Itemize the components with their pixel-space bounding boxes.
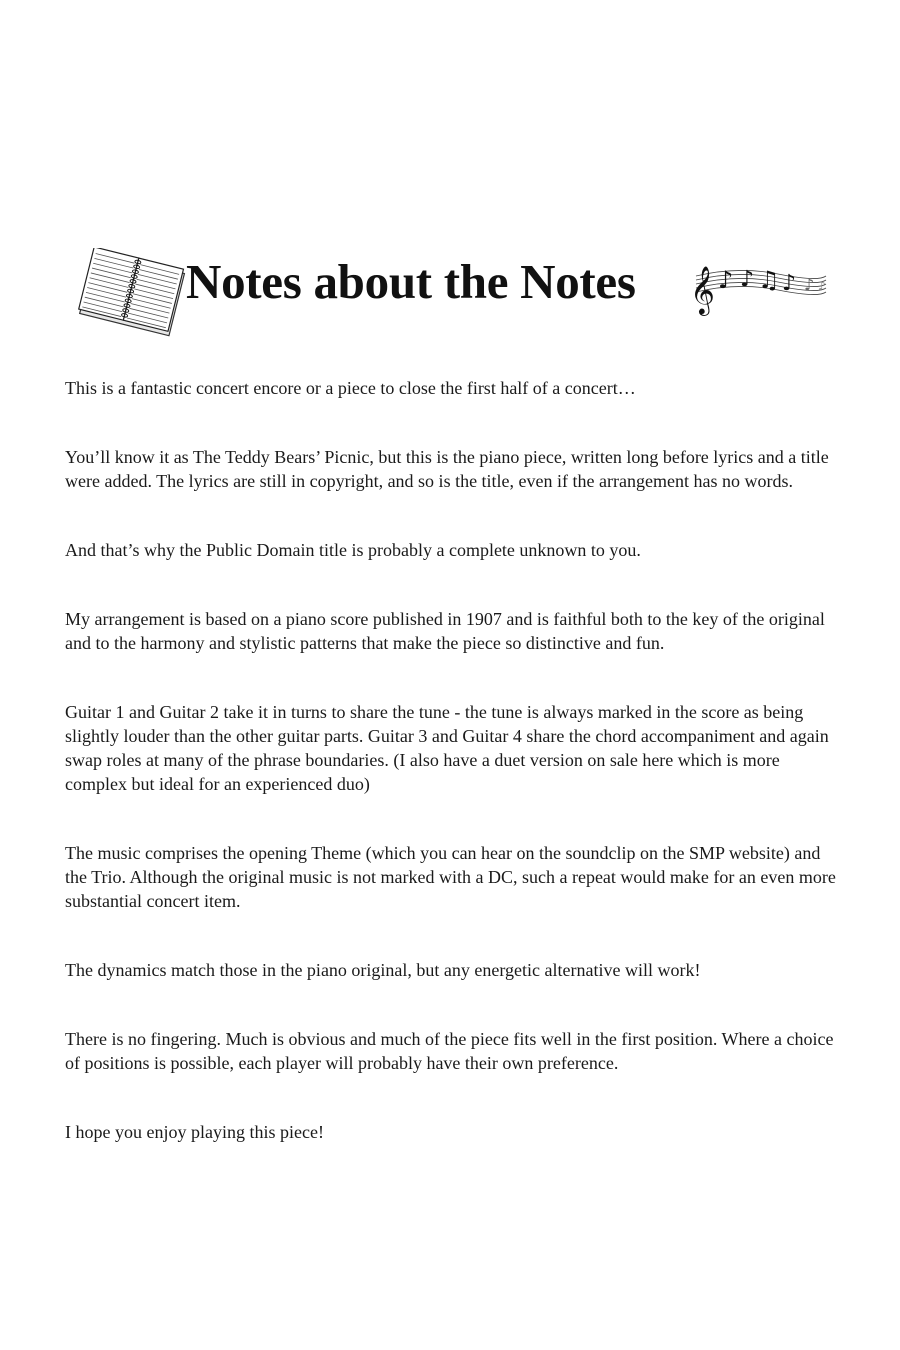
paragraph: This is a fantastic concert encore or a piece to close the first half of a concert… <box>65 378 636 398</box>
page-title: Notes about the Notes <box>186 254 636 309</box>
svg-text:♪: ♪ <box>740 267 755 292</box>
paragraph: My arrangement is based on a piano score published in 1907 and is faithful both to the key of the original and to the harmony and stylistic patterns that make the piece so distinctive and fun. <box>65 609 825 653</box>
notebook-icon <box>78 248 190 340</box>
paragraph: You’ll know it as The Teddy Bears’ Picnic, but this is the piano piece, written long before lyrics and a title were added. The lyrics are still in copyright, and so is the title, even if the arrangement has no words. <box>65 447 829 491</box>
svg-text:♪: ♪ <box>782 271 797 296</box>
notes-body <box>65 376 845 1189</box>
paragraph: The dynamics match those in the piano original, but any energetic alternative will work! <box>65 960 701 980</box>
svg-text:𝄞: 𝄞 <box>690 265 715 314</box>
music-notes-staff-icon <box>688 252 828 316</box>
paragraph: Guitar 1 and Guitar 2 take it in turns to share the tune - the tune is always marked in the score as being slightly louder than the other guitar parts. Guitar 3 and Guitar 4 share the chord accompaniment and again swap roles at many of the phrase boundaries. (I also have a duet version on sale here which is more complex but ideal for an experienced duo) <box>65 702 829 794</box>
paragraph: I hope you enjoy playing this piece! <box>65 1122 324 1142</box>
page-header <box>78 246 838 346</box>
paragraph: There is no fingering. Much is obvious and much of the piece fits well in the first position. Where a choice of positions is possible, each player will probably have their own preference. <box>65 1029 834 1073</box>
paragraph: And that’s why the Public Domain title is probably a complete unknown to you. <box>65 540 641 560</box>
paragraph: The music comprises the opening Theme (which you can hear on the soundclip on the SMP website) and the Trio. Although the original music is not marked with a DC, such a repeat would make for an even more substantial concert item. <box>65 843 836 911</box>
svg-text:♪: ♪ <box>818 279 826 293</box>
svg-text:♪: ♪ <box>804 275 815 294</box>
svg-text:♪: ♪ <box>718 266 734 294</box>
svg-text:♫: ♫ <box>758 266 780 294</box>
